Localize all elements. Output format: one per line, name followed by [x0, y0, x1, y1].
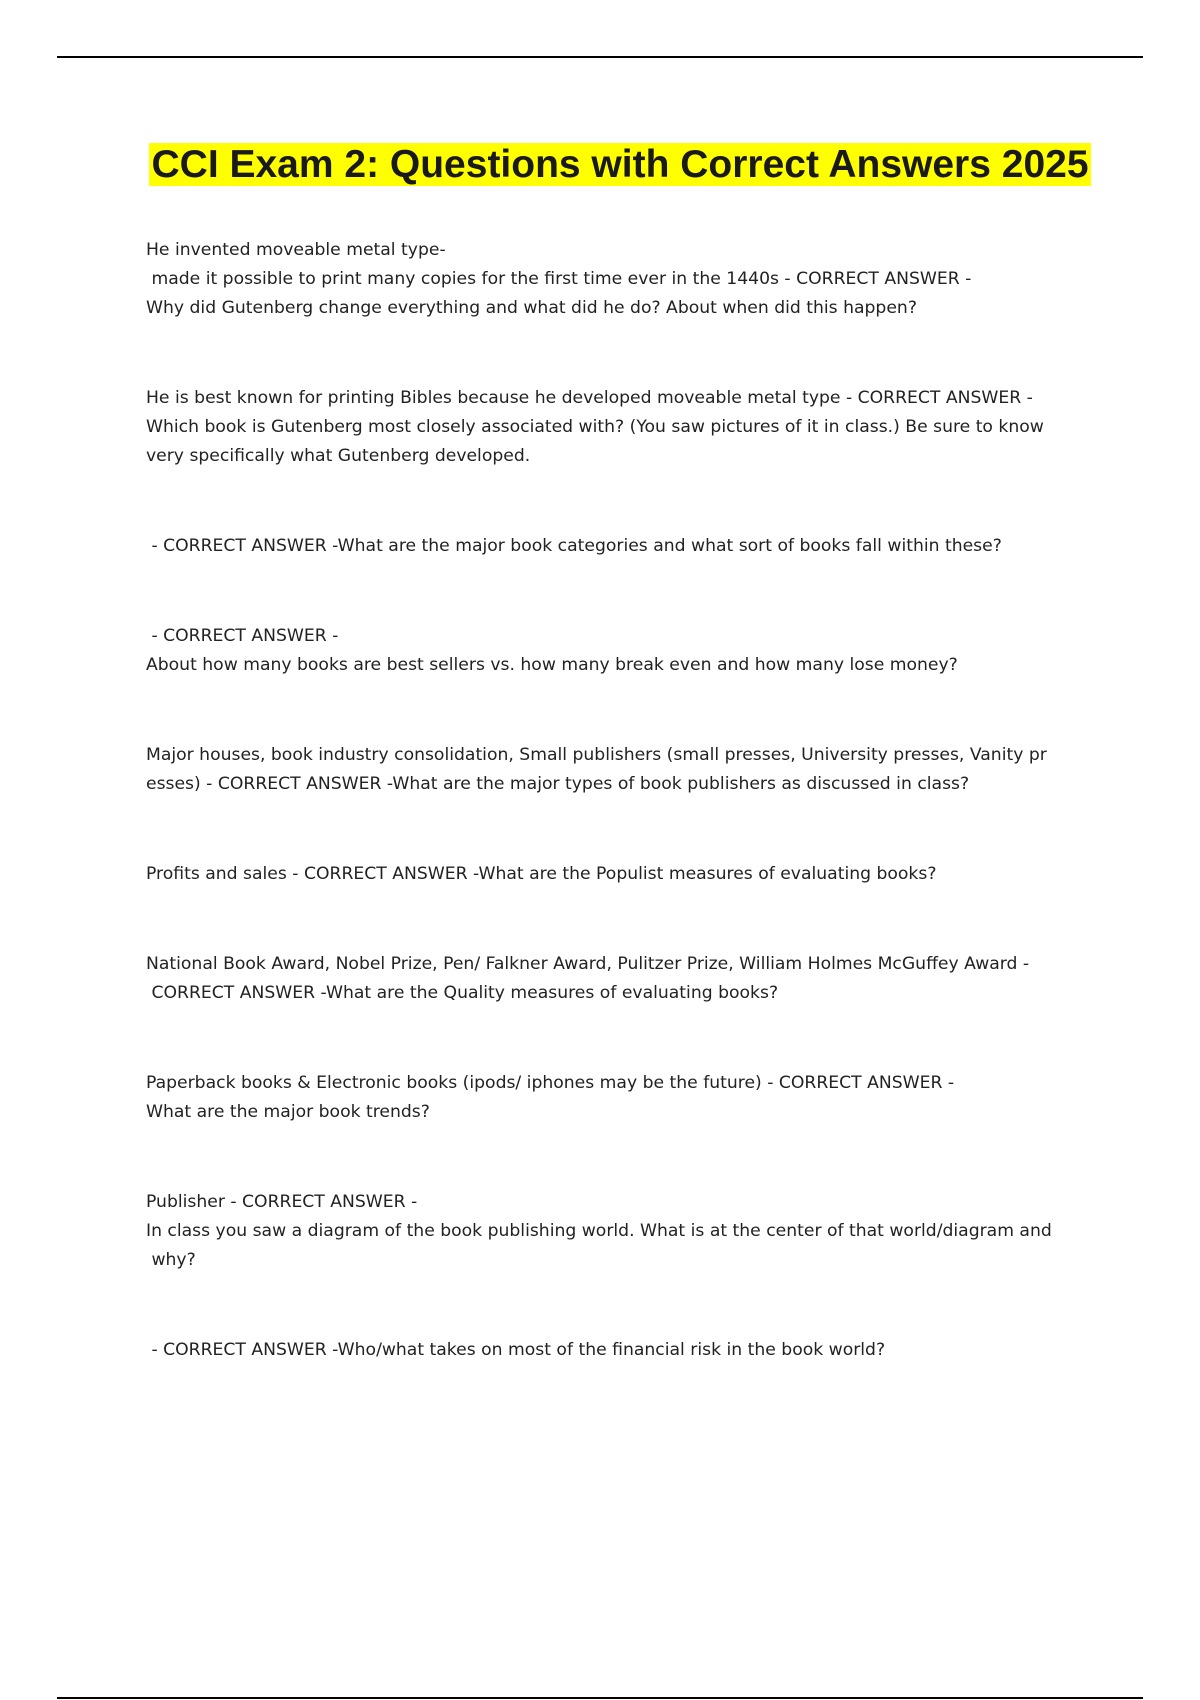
qa-item: Profits and sales - CORRECT ANSWER -What are the Populist measures of evaluating books?: [146, 864, 937, 884]
qa-list: [146, 236, 1096, 1426]
document-title: CCI Exam 2: Questions with Correct Answers 2025: [151, 143, 1089, 186]
qa-item: Paperback books & Electronic books (ipods/ iphones may be the future) - CORRECT ANSWER - What are the major book trends?: [146, 1073, 955, 1122]
qa-item: - CORRECT ANSWER - About how many books are best sellers vs. how many break even and how many lose money?: [146, 626, 958, 675]
qa-item: - CORRECT ANSWER -What are the major book categories and what sort of books fall within these?: [146, 536, 1002, 556]
qa-item: Publisher - CORRECT ANSWER - In class you saw a diagram of the book publishing world. What is at the center of that world/diagram and why?: [146, 1192, 1052, 1270]
bottom-rule: [57, 1697, 1143, 1699]
qa-item: He invented moveable metal type- made it possible to print many copies for the first time ever in the 1440s - CORRECT ANSWER - Why did Gutenberg change everything and what did he do? About when did this happen?: [146, 240, 972, 318]
top-rule: [57, 56, 1143, 58]
qa-item: - CORRECT ANSWER -Who/what takes on most of the financial risk in the book world?: [146, 1340, 886, 1360]
qa-item: Major houses, book industry consolidation, Small publishers (small presses, University presses, Vanity pr esses) - CORRECT ANSWER -What are the major types of book publishers as discussed in class?: [146, 745, 1047, 794]
title-block: [145, 142, 1095, 188]
qa-item: National Book Award, Nobel Prize, Pen/ Falkner Award, Pulitzer Prize, William Holmes McGuffey Award - CORRECT ANSWER -What are the Quality measures of evaluating books?: [146, 954, 1030, 1003]
qa-item: He is best known for printing Bibles because he developed moveable metal type - CORRECT ANSWER - Which book is Gutenberg most closely associated with? (You saw pictures of it in class.) Be sure to know very specifically what Gutenberg developed.: [146, 388, 1044, 466]
